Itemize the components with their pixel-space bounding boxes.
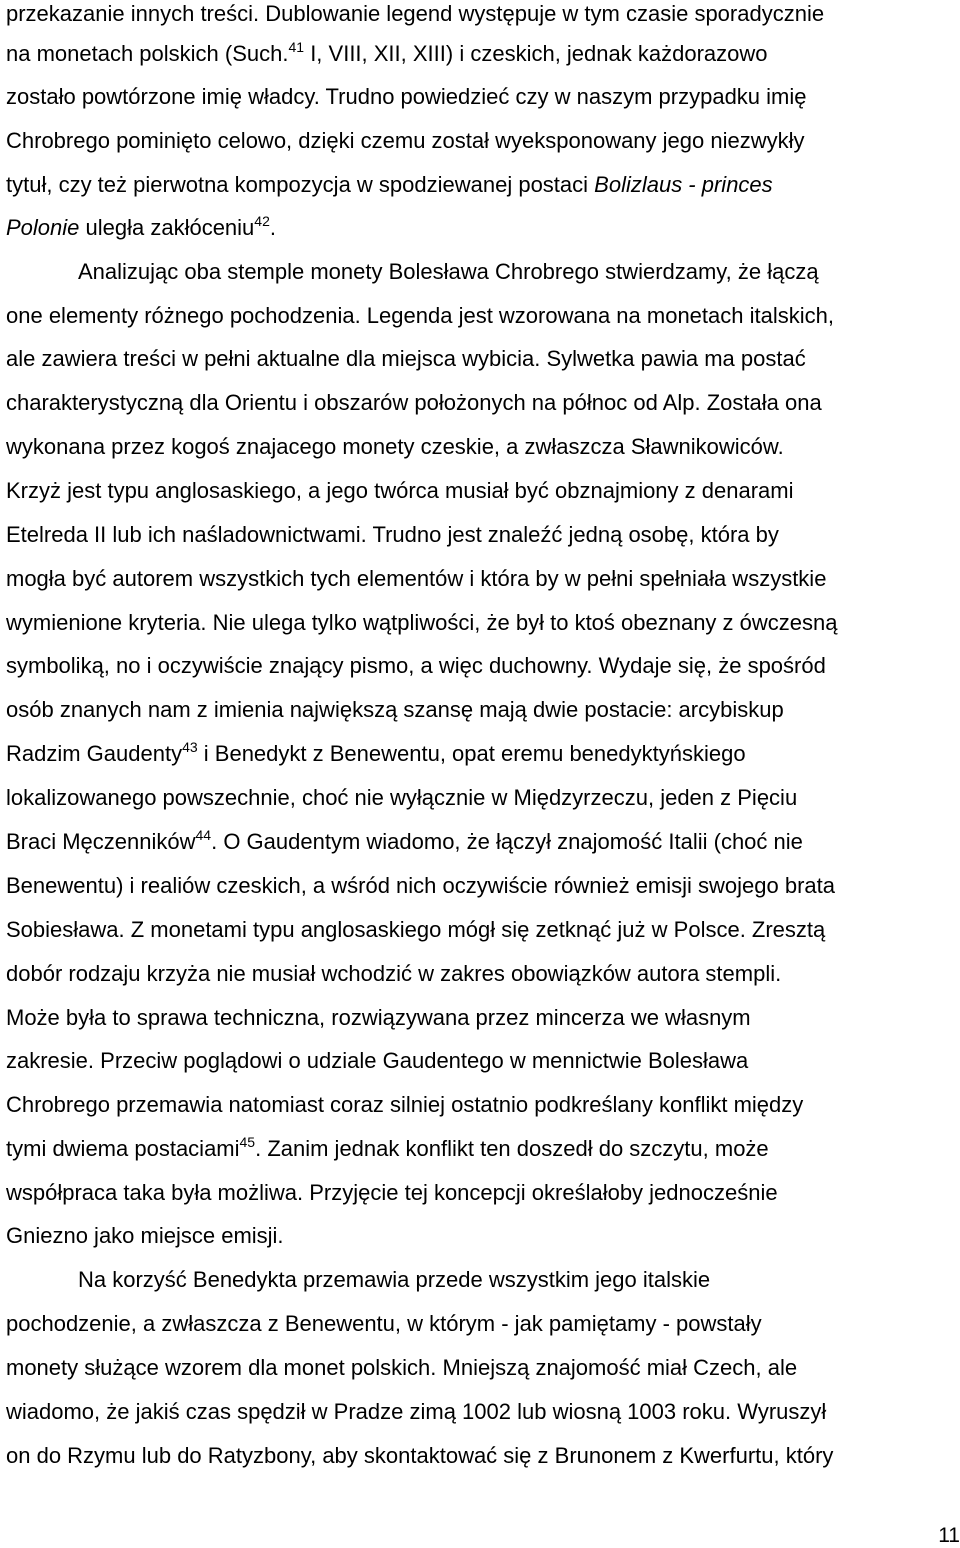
text-line: Chrobrego pominięto celowo, dzięki czemu został wyeksponowany jego niezwykły bbox=[6, 128, 805, 153]
text-line: Chrobrego przemawia natomiast coraz silniej ostatnio podkreślany konflikt między bbox=[6, 1092, 804, 1117]
text-line: Może była to sprawa techniczna, rozwiązywana przez mincerza we własnym bbox=[6, 1005, 751, 1030]
text-line: zostało powtórzone imię władcy. Trudno powiedzieć czy w naszym przypadku imię bbox=[6, 84, 807, 109]
text-line: Benewentu) i realiów czeskich, a wśród nich oczywiście również emisji swojego brata bbox=[6, 873, 836, 898]
text-line: Sobiesława. Z monetami typu anglosaskiego mógł się zetknąć już w Polsce. Zresztą bbox=[6, 917, 826, 942]
text-line: dobór rodzaju krzyża nie musiał wchodzić w zakres obowiązków autora stempli. bbox=[6, 961, 782, 986]
text-line: one elementy różnego pochodzenia. Legenda jest wzorowana na monetach italskich, bbox=[6, 303, 834, 328]
text-fragment: na monetach polskich (Such. bbox=[6, 41, 289, 66]
text-line bbox=[6, 1135, 769, 1163]
text-fragment: tymi dwiema postaciami bbox=[6, 1136, 240, 1161]
text-line: on do Rzymu lub do Ratyzbony, aby skontaktować się z Brunonem z Kwerfurtu, który bbox=[6, 1443, 834, 1468]
italic-text: Bolizlaus - princes bbox=[594, 172, 773, 197]
text-fragment: Braci Męczenników bbox=[6, 829, 196, 854]
text-line: Analizując oba stemple monety Bolesława Chrobrego stwierdzamy, że łączą bbox=[78, 259, 819, 284]
text-line bbox=[6, 214, 276, 242]
text-line: przekazanie innych treści. Dublowanie legend występuje w tym czasie sporadycznie bbox=[6, 1, 825, 26]
italic-text: Polonie bbox=[6, 215, 80, 240]
text-line: lokalizowanego powszechnie, choć nie wyłącznie w Międzyrzeczu, jeden z Pięciu bbox=[6, 785, 798, 810]
text-line: osób znanych nam z imienia największą szansę mają dwie postacie: arcybiskup bbox=[6, 697, 784, 722]
text-line: wiadomo, że jakiś czas spędził w Pradze zimą 1002 lub wiosną 1003 roku. Wyruszył bbox=[6, 1399, 827, 1424]
text-line: współpraca taka była możliwa. Przyjęcie tej koncepcji określałoby jednocześnie bbox=[6, 1180, 778, 1205]
text-line: zakresie. Przeciw poglądowi o udziale Gaudentego w mennictwie Bolesława bbox=[6, 1048, 749, 1073]
page-number: 11 bbox=[938, 1524, 960, 1547]
text-line: wykonana przez kogoś znajacego monety czeskie, a zwłaszcza Sławnikowiców. bbox=[6, 434, 784, 459]
footnote-ref: 44 bbox=[195, 827, 212, 843]
text-fragment: . bbox=[269, 215, 276, 240]
text-line: Na korzyść Benedykta przemawia przede wszystkim jego italskie bbox=[78, 1267, 711, 1292]
footnote-ref: 42 bbox=[254, 213, 270, 229]
text-line: pochodzenie, a zwłaszcza z Benewentu, w którym - jak pamiętamy - powstały bbox=[6, 1311, 762, 1336]
text-line: mogła być autorem wszystkich tych elementów i która by w pełni spełniała wszystkie bbox=[6, 566, 827, 591]
text-line: monety służące wzorem dla monet polskich. Mniejszą znajomość miał Czech, ale bbox=[6, 1355, 798, 1380]
text-line: symboliką, no i oczywiście znający pismo, a więc duchowny. Wydaje się, że spośród bbox=[6, 653, 826, 678]
footnote-ref: 45 bbox=[239, 1134, 256, 1150]
text-line: charakterystyczną dla Orientu i obszarów położonych na północ od Alp. Została ona bbox=[6, 390, 822, 415]
text-line: ale zawiera treści w pełni aktualne dla miejsca wybicia. Sylwetka pawia ma postać bbox=[6, 346, 806, 371]
text-line: wymienione kryteria. Nie ulega tylko wątpliwości, że był to ktoś obeznany z ówczesną bbox=[6, 610, 838, 635]
text-fragment: . Zanim jednak konflikt ten doszedł do szczytu, może bbox=[255, 1136, 769, 1161]
text-fragment: I, VIII, XII, XIII) i czeskich, jednak każdorazowo bbox=[304, 41, 768, 66]
text-line bbox=[6, 828, 803, 856]
text-fragment: Radzim Gaudenty bbox=[6, 741, 183, 766]
text-fragment: uległa zakłóceniu bbox=[79, 215, 255, 240]
text-line bbox=[6, 40, 768, 68]
text-fragment: . O Gaudentym wiadomo, że łączył znajomość Italii (choć nie bbox=[211, 829, 803, 854]
text-line: Etelreda II lub ich naśladownictwami. Trudno jest znaleźć jedną osobę, która by bbox=[6, 522, 779, 547]
text-line: Gniezno jako miejsce emisji. bbox=[6, 1223, 284, 1248]
footnote-ref: 41 bbox=[288, 39, 305, 55]
text-line bbox=[6, 740, 746, 768]
text-fragment: tytuł, czy też pierwotna kompozycja w spodziewanej postaci bbox=[6, 172, 595, 197]
text-fragment: i Benedykt z Benewentu, opat eremu benedyktyńskiego bbox=[197, 741, 746, 766]
text-line bbox=[6, 171, 773, 199]
text-line: Krzyż jest typu anglosaskiego, a jego twórca musiał być obznajmiony z denarami bbox=[6, 478, 794, 503]
footnote-ref: 43 bbox=[182, 739, 198, 755]
